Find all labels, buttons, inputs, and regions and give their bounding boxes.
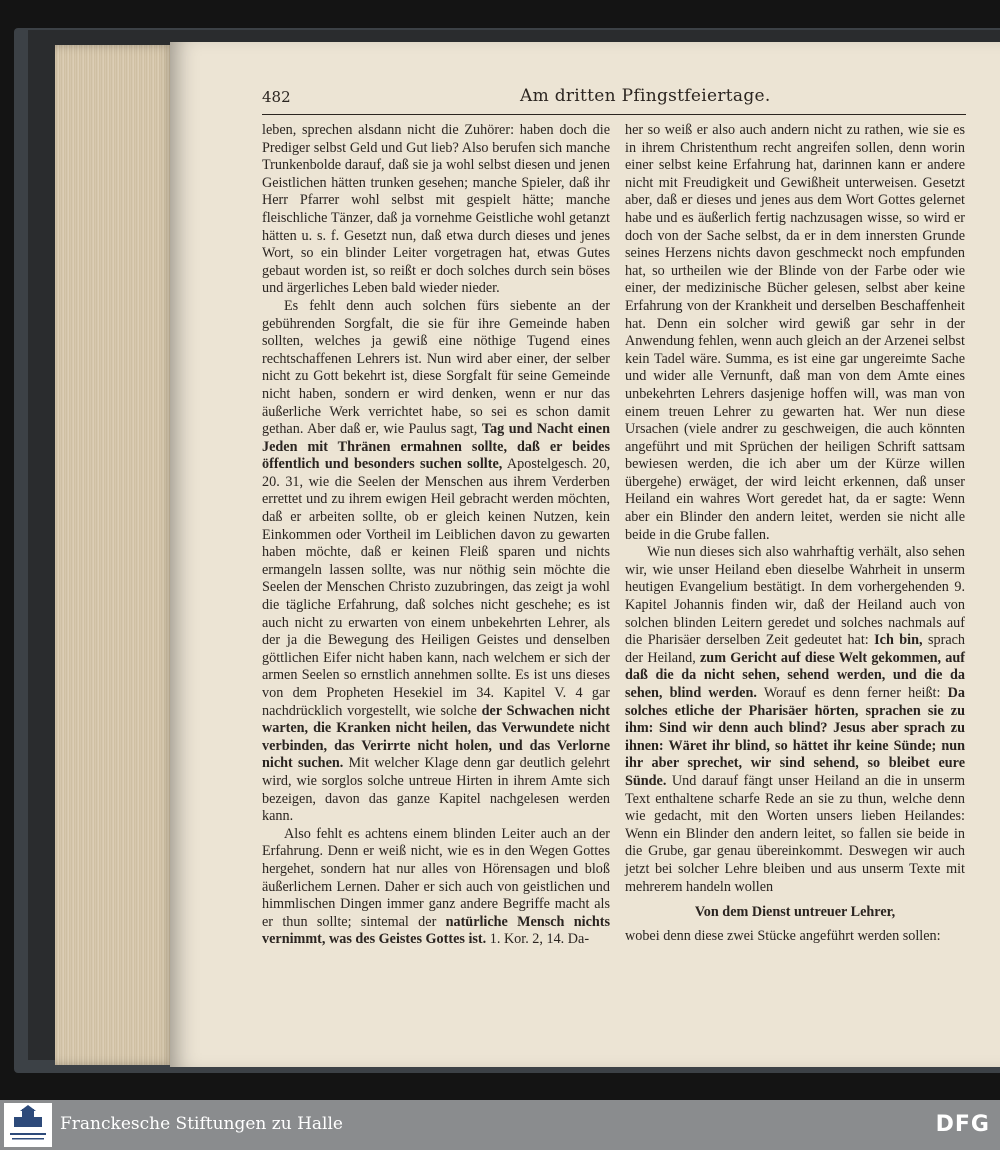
paragraph: Es fehlt denn auch solchen fürs siebente an der gebührenden Sorgfalt, die sie für ihre Gemeinde haben sollten, welches ja gewiß eine nöthige Tugend eines rechtschaffenen Lehrers ist. Nun wird aber einer, der selber nicht zu Gott bekehrt ist, diese Sorgfalt für seine Gemeinde nicht haben, sondern er wird denken, wenn er nur das äußerliche Werk verrichtet habe, so sei es schon damit gethan. Aber daß er, wie Paulus sagt, Tag und Nacht einen Jeden mit Thränen ermahnen sollte, daß er beides öffentlich und besonders suchen sollte, Apostelgesch. 20, 20. 31, wie die Seelen der Menschen aus ihrem Verderben errettet und zu ihrem ewigen Heil gebracht werden möchten, daß er arbeiten sollte, ob er gleich keinen Nutzen, kein Einkommen oder Vortheil im Leiblichen davon zu gewarten haben möchte, daß er keinen Fleiß sparen und nichts ermangeln lassen sollte, was nur nöthig sein möchte die Seelen der Menschen Christo zuzubringen, das zeigt ja wohl die tägliche Erfahrung, daß solches nicht geschehe; es ist auch nicht zu erwarten von einem unbekehrten Lehrer, als der ja die Bewegung des Heiligen Geistes und denselben göttlichen Eifer nicht haben kann, nach welchem er sich der armen Seelen so ernstlich annehmen sollte. Es ist uns dieses von dem Propheten Hesekiel im 34. Kapitel V. 4 gar nachdrücklich vorgestellt, wie solche der Schwachen nicht warten, die Kranken nicht heilen, das Verwundete nicht verbinden, das Verirrte nicht holen, und das Verlorne nicht suchen. Mit welcher Klage denn gar deutlich gelehrt wird, wie sorglos solche untreue Hirten in ihrem Amte sich bezeigen, davon das ganze Kapitel nachgelesen werden kann. — [262, 297, 611, 825]
paragraph: wobei denn diese zwei Stücke angeführt werden sollen: — [625, 927, 941, 944]
page-number: 482 — [262, 88, 291, 106]
running-head: Am dritten Pfingstfeiertage. — [520, 86, 771, 106]
paragraph: her so weiß er also auch andern nicht zu rathen, wie sie es in ihrem Christenthum recht angreifen sollen, denn worin einer selbst keine Erfahrung hat, darinnen kann er andere nicht mit Freudigkeit und Gewißheit unterweisen. Gesetzt aber, daß er dieses und jenes aus dem Wort Gottes gelernet habe und es äußerlich fertig nachzusagen wisse, so wird er doch von der Sache selbst, da er in dem innersten Grunde seines Herzens nichts davon geschmeckt noch empfunden hat, so urtheilen wie der Blinde von der Farbe oder wie einer, der medizinische Bücher gelesen, selbst aber keine Erfahrung von der Krankheit und derselben Beschaffenheit hat. Denn ein solcher wird gewiß gar sehr in der Anwendung fehlen, wenn auch gleich an der Arzenei selbst kein Tadel wäre. Summa, es ist eine gar ungereimte Sache und wider alle Vernunft, daß man von dem Amte eines unbekehrten Lehrers dasjenige hoffen will, was man von einem treuen Lehrer zu gewarten hat. Wer nun diese Ursachen (viele andrer zu geschweigen, die auch könnten angeführt und mit Sprüchen der heiligen Schrift sattsam bewiesen werden, die ich aber um der Kürze willen übergehe) erwäget, der wird leicht erkennen, daß unser Heiland ein wahres Wort geredet hat, da er sagte: Wenn aber ein Blinder den andern leitet, werden sie nicht alle beide in die Grube fallen. — [625, 122, 965, 543]
right-text-column — [625, 122, 965, 945]
left-text-column — [262, 122, 610, 949]
section-heading: Von dem Dienst untreuer Lehrer, — [694, 904, 896, 921]
dfg-logo[interactable]: DFG — [935, 1112, 990, 1137]
paragraph: Also fehlt es achtens einem blinden Leiter auch an der Erfahrung. Denn er weiß nicht, wie es in den Wegen Gottes hergehet, sondern hat nur alles von Hörensagen und bloß äußerlichem Lernen. Daher er sich auch von geistlichen und himmlischen Dingen immer ganz andere Begriffe macht als er thun sollte; sintemal der natürliche Mensch nichts vernimmt, was des Geistes Gottes ist. 1. Kor. 2, 14. Da- — [262, 825, 610, 948]
page-header — [262, 84, 966, 115]
francke-logo[interactable] — [4, 1103, 52, 1147]
page-edges — [55, 45, 175, 1065]
paragraph: leben, sprechen alsdann nicht die Zuhörer: haben doch die Prediger selbst Geld und Gut lieb? Also berufen sich manche Trunkenbolde darauf, daß sie ja wohl selbst diesen und jenen Geistlichen hätten trunken gesehen; manche Spieler, daß ihr Herr Pfarrer wohl selbst mit gespielt hätte; manche fleischliche Tänzer, daß ja vornehme Geistliche wohl getanzt hätten u. s. f. Gesetzt nun, daß etwa durch dieses und jenes Wort, so ein blinder Leiter vorgetragen hat, etwas Gutes gebaut worden ist, so reißt er doch solches durch sein böses und ärgerliches Leben bald wieder nieder. — [262, 122, 610, 297]
paragraph: Wie nun dieses sich also wahrhaftig verhält, also sehen wir, wie unser Heiland eben dieselbe Wahrheit in unserm heutigen Evangelium bestätigt. In dem vorhergehenden 9. Kapitel Johannis finden wir, daß der Heiland auch von solchen blinden Leitern geredet und solches nachmals auf die Pharisäer derselben Zeit gedeutet hat: Ich bin, sprach der Heiland, zum Gericht auf diese Welt gekommen, auf daß die da nicht sehen, sehend werden, und die da sehen, blind werden. Worauf es denn ferner heißt: Da solches etliche der Pharisäer hörten, sprachen sie zu ihm: Sind wir denn auch blind? Jesus aber sprach zu ihnen: Wäret ihr blind, so hättet ihr keine Sünde; nun ihr aber sprechet, wir sind sehend, so bleibet eure Sünde. Und darauf fängt unser Heiland an die in unserm Text enthaltene scharfe Rede an sie zu thun, welche denn wie gedacht, mit den Worten unsers lieben Heilandes: Wenn ein Blinder den andern leitet, so fallen sie beide in die Grube, gar genau übereinkommt. Deswegen wir auch jetzt bei solcher Lehre bleiben und aus unserm Texte mit mehrerem handeln wollen — [625, 544, 966, 895]
viewer-footer — [0, 1100, 1000, 1150]
francke-logo-icon — [4, 1103, 52, 1147]
institution-name: Franckesche Stiftungen zu Halle — [60, 1114, 343, 1134]
